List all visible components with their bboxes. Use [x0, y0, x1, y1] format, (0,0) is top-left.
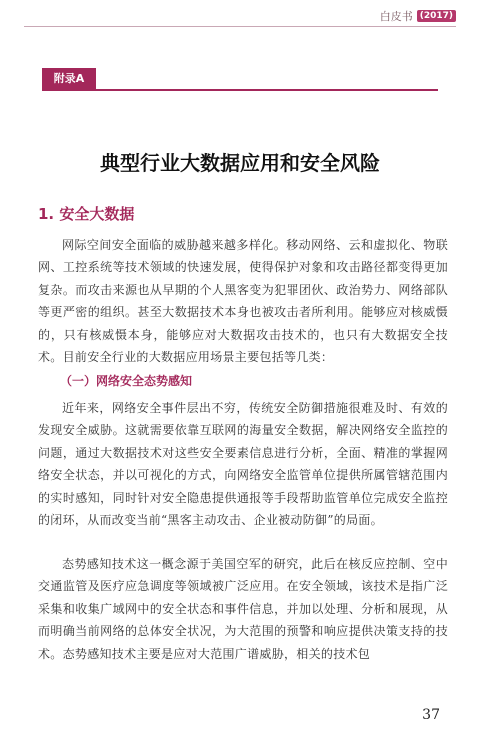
appendix-divider — [42, 89, 438, 91]
header-year-badge: (2017) — [417, 10, 456, 22]
paragraph-1 — [38, 234, 448, 368]
section-heading: 1. 安全大数据 — [38, 205, 135, 223]
page-header — [380, 8, 456, 24]
paragraph-2-text: 近年来，网络安全事件层出不穷，传统安全防御措施很难及时、有效的发现安全威胁。这就需要依靠互联网的海量安全数据，解决网络安全监控的问题，通过大数据技术对这些安全要素信息进行分析，全面、精准的掌握网络安全状态，并以可视化的方式，向网络安全监管单位提供所属管辖范围内的实时感知，同时针对安全隐患提供通报等手段帮助监管单位完成安全监控的闭环，从而改变当前“黑客主动攻击、企业被动防御”的局面。 — [38, 401, 448, 528]
sub-heading: （一）网络安全态势感知 — [60, 374, 193, 388]
paragraph-3 — [38, 553, 448, 665]
header-divider — [24, 26, 456, 27]
appendix-label: 附录A — [42, 68, 96, 90]
paragraph-2 — [38, 397, 448, 531]
page-number: 37 — [422, 707, 440, 723]
page-title: 典型行业大数据应用和安全风险 — [100, 151, 380, 175]
paragraph-1-text: 网际空间安全面临的威胁越来越多样化。移动网络、云和虚拟化、物联网、工控系统等技术领域的快速发展，使得保护对象和攻击路径都变得更加复杂。而攻击来源也从早期的个人黑客变为犯罪团伙、政治势力、网络部队等更严密的组织。甚至大数据技术本身也被攻击者所利用。能够应对核威慑的，只有核威慑本身，能够应对大数据攻击技术的，也只有大数据安全技术。目前安全行业的大数据应用场景主要包括等几类： — [38, 238, 448, 365]
header-title: 白皮书 — [379, 10, 413, 23]
paragraph-3-text: 态势感知技术这一概念源于美国空军的研究，此后在核反应控制、空中交通监管及医疗应急调度等领域被广泛应用。在安全领域，该技术是指广泛采集和收集广域网中的安全状态和事件信息，并加以处理、分析和展现，从而明确当前网络的总体安全状况，为大范围的预警和响应提供决策支持的技术。态势感知技术主要是应对大范围广谱威胁，相关的技术包 — [38, 557, 448, 661]
